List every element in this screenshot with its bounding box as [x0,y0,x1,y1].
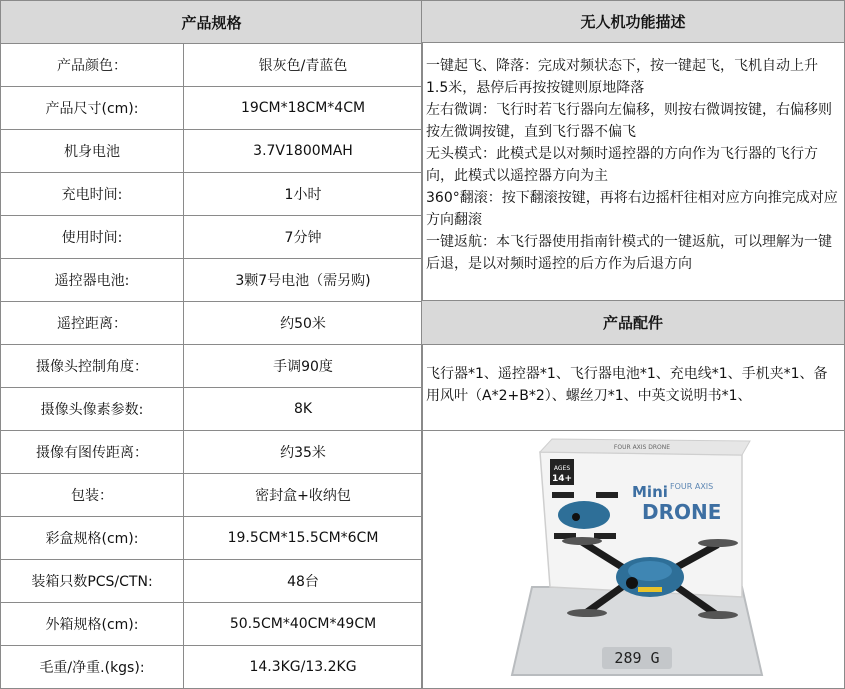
age-label: AGES [553,465,571,472]
spec-value: 银灰色/青蓝色 [184,44,423,87]
spec-value: 7分钟 [184,216,423,259]
spec-row [1,216,423,259]
spec-row [1,646,423,689]
spec-row [1,302,423,345]
spec-row [1,87,423,130]
spec-row [1,44,423,87]
spec-value: 19CM*18CM*4CM [184,87,423,130]
spec-row [1,173,423,216]
spec-value: 手调90度 [184,345,423,388]
spec-value: 约50米 [184,302,423,345]
spec-value: 8K [184,388,423,431]
spec-label: 摄像有图传距离： [1,431,184,474]
description-body [421,42,845,301]
spec-label: 遥控距离： [1,302,184,345]
spec-label: 包装： [1,474,184,517]
spec-value: 48台 [184,560,423,603]
description-line: 左右微调：飞行时若飞行器向左偏移，则按右微调按键，右偏移则按左微调按键，直到飞行器不偏飞 [426,102,832,140]
scale-reading: 289 G [614,649,660,667]
spec-label: 产品颜色： [1,44,184,87]
spec-value: 50.5CM*40CM*49CM [184,603,423,646]
description-line: 无头模式：此模式是以对频时遥控器的方向作为飞行器的飞行方向，此模式以遥控器方向为主 [426,146,818,184]
spec-row [1,517,423,560]
spec-row [1,431,423,474]
spec-value: 3颗7号电池（需另购) [184,259,423,302]
description-line: 360°翻滚：按下翻滚按键，再将右边摇杆往相对应方向推完成对应方向翻滚 [426,190,838,228]
spec-header: 产品规格 [1,1,423,44]
brand-sub: FOUR AXIS [670,482,714,491]
spec-label: 机身电池 [1,130,184,173]
spec-row [1,474,423,517]
description-header: 无人机功能描述 [421,0,845,43]
brand-drone: DRONE [642,500,722,524]
spec-label: 摄像头像素参数: [1,388,184,431]
spec-label: 彩盒规格(cm): [1,517,184,560]
brand-mini: Mini [632,483,668,501]
spec-label: 装箱只数PCS/CTN: [1,560,184,603]
accessories-header: 产品配件 [421,300,845,345]
spec-row [1,130,423,173]
spec-label: 毛重/净重.(kgs): [1,646,184,689]
drone-product-image [492,437,772,682]
spec-row [1,345,423,388]
spec-label: 遥控器电池: [1,259,184,302]
description-line: 一键起飞、降落：完成对频状态下，按一键起飞，飞机自动上升1.5米，悬停后再按按键则原地降落 [426,58,818,96]
product-image-cell [421,430,845,689]
spec-value: 约35米 [184,431,423,474]
spec-label: 产品尺寸(cm): [1,87,184,130]
right-column [421,0,845,689]
spec-row [1,259,423,302]
spec-label: 外箱规格(cm): [1,603,184,646]
spec-value: 3.7V1800MAH [184,130,423,173]
age-value: 14+ [551,474,573,484]
spec-label: 摄像头控制角度： [1,345,184,388]
spec-value: 1小时 [184,173,423,216]
spec-label: 充电时间: [1,173,184,216]
spec-value: 14.3KG/13.2KG [184,646,423,689]
spec-row [1,560,423,603]
spec-value: 密封盒+收纳包 [184,474,423,517]
spec-row [1,388,423,431]
description-line: 一键返航：本飞行器使用指南针模式的一键返航，可以理解为一键后退，是以对频时遥控的后方作为后退方向 [426,234,832,272]
accessories-body: 飞行器*1、遥控器*1、飞行器电池*1、充电线*1、手机夹*1、备用风叶（A*2+B*2）、螺丝刀*1、中英文说明书*1、 [421,344,845,431]
spec-value: 19.5CM*15.5CM*6CM [184,517,423,560]
spec-row [1,603,423,646]
spec-label: 使用时间: [1,216,184,259]
box-line-text: FOUR AXIS DRONE [613,444,671,451]
